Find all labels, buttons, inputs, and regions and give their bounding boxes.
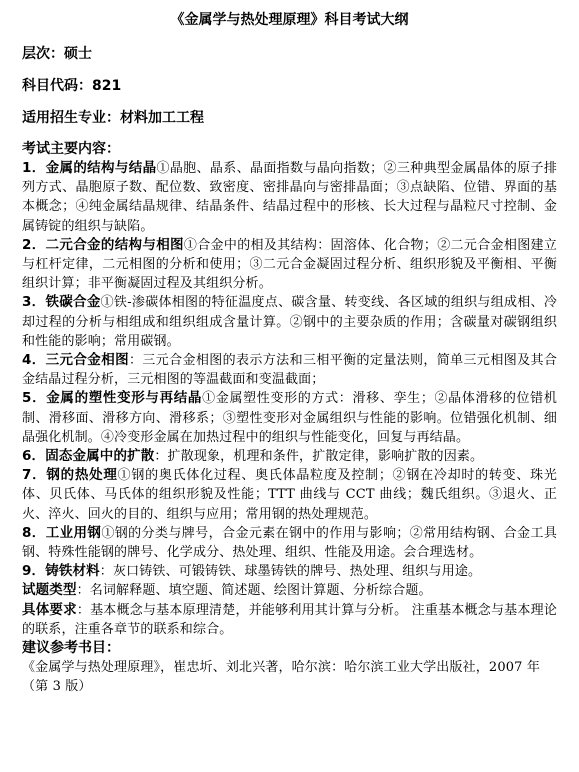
reference-heading: 建议参考书目： bbox=[22, 640, 120, 657]
major-line: 适用招生专业：材料加工工程 bbox=[22, 110, 204, 126]
item-lead: 3．铁碳合金 bbox=[22, 294, 101, 311]
content-item bbox=[22, 562, 557, 581]
item-lead: 7．钢的热处理 bbox=[22, 467, 118, 484]
item-body: ：扩散现象，机理和条件，扩散定律，影响扩散的因素。 bbox=[154, 449, 484, 465]
item-body: ：名词解释题、填空题、简述题、绘图计算题、分析综合题。 bbox=[76, 583, 432, 599]
content-item bbox=[22, 159, 557, 236]
content-item bbox=[22, 351, 557, 389]
content-item bbox=[22, 466, 557, 524]
item-lead: 9．铸铁材料 bbox=[22, 563, 100, 580]
item-body: ：三元合金相图的表示方法和三相平衡的定量法则，简单三元相图及其合金结晶过程分析，三元相图的等温截面和变温截面； bbox=[22, 353, 557, 388]
item-lead: 试题类型 bbox=[22, 582, 77, 599]
reference-entry: 《金属学与热处理原理》，崔忠圻、刘北兴著，哈尔滨：哈尔滨工业大学出版社，2007 年（第 3 版） bbox=[22, 660, 541, 695]
item-lead: 6．固态金属中的扩散 bbox=[22, 448, 155, 465]
specific-requirements bbox=[22, 601, 557, 639]
item-body: ①金属塑性变形的方式：滑移、孪生；②晶体滑移的位错机制、滑移面、滑移方向、滑移系；③塑性变形对金属组织与性能的影响。位错强化机制、细晶强化机制。④冷变形金属在加热过程中的组织与性能变化，回复与再结晶。 bbox=[22, 391, 558, 445]
content-list bbox=[22, 159, 557, 639]
content-item bbox=[22, 524, 557, 562]
item-body: ①晶胞、晶系、晶面指数与晶向指数；②三种典型金属晶体的原子排列方式、晶胞原子数、配位数、致密度、密排晶向与密排晶面；③点缺陷、位错、界面的基本概念；④纯金属结晶规律、结晶条件、结晶过程中的形核、长大过程与晶粒尺寸控制、金属铸锭的组织与缺陷。 bbox=[22, 161, 557, 234]
question-types bbox=[22, 581, 557, 600]
item-body: ：灰口铸铁、可锻铸铁、球墨铸铁的牌号、热处理、组织与用途。 bbox=[99, 564, 482, 580]
level-line: 层次：硕士 bbox=[22, 46, 92, 62]
item-lead: 具体要求 bbox=[22, 601, 77, 618]
item-body: ①铁-渗碳体相图的特征温度点、碳含量、转变线、各区域的组织与组成相、冷却过程的分析与相组成和组织组成含量计算。②钢中的主要杂质的作用；含碳量对碳钢组织和性能的影响；常用碳钢。 bbox=[22, 295, 557, 349]
item-body: ：基本概念与基本原理清楚，并能够利用其计算与分析。 注重基本概念与基本理论的联系，注重各章节的联系和综合。 bbox=[22, 602, 557, 637]
item-lead: 5．金属的塑性变形与再结晶 bbox=[22, 390, 203, 407]
item-lead: 8．工业用钢 bbox=[22, 524, 102, 541]
content-item bbox=[22, 447, 557, 466]
item-lead: 4．三元合金相图 bbox=[22, 352, 129, 369]
item-body: ①合金中的相及其结构：固溶体、化合物；②二元合金相图建立与杠杆定律，二元相图的分析和使用；③二元合金凝固过程分析、组织形貌及平衡相、平衡组织计算；非平衡凝固过程及其组织分析。 bbox=[22, 237, 558, 292]
item-body: ①钢的奥氏体化过程、奥氏体晶粒度及控制；②钢在冷却时的转变、珠光体、贝氏体、马氏体的组织形貌及性能；TTT 曲线与 CCT 曲线；魏氏组织。③退火、正火、淬火、回火的目的、组织与应用；常用钢的热处理规范。 bbox=[22, 468, 557, 522]
document-title: 《金属学与热处理原理》科目考试大纲 bbox=[170, 12, 409, 28]
subject-code-line: 科目代码：821 bbox=[22, 78, 122, 94]
item-lead: 1．金属的结构与结晶 bbox=[22, 160, 157, 176]
content-heading: 考试主要内容： bbox=[22, 141, 120, 157]
content-item bbox=[22, 389, 557, 447]
item-lead: 2．二元合金的结构与相图 bbox=[22, 236, 184, 253]
item-body: ①钢的分类与牌号，合金元素在钢中的作用与影响；②常用结构钢、合金工具钢、特殊性能钢的牌号、化学成分、热处理、组织、性能及用途。会合理选材。 bbox=[22, 525, 558, 561]
content-item bbox=[22, 236, 557, 294]
content-item bbox=[22, 293, 557, 351]
